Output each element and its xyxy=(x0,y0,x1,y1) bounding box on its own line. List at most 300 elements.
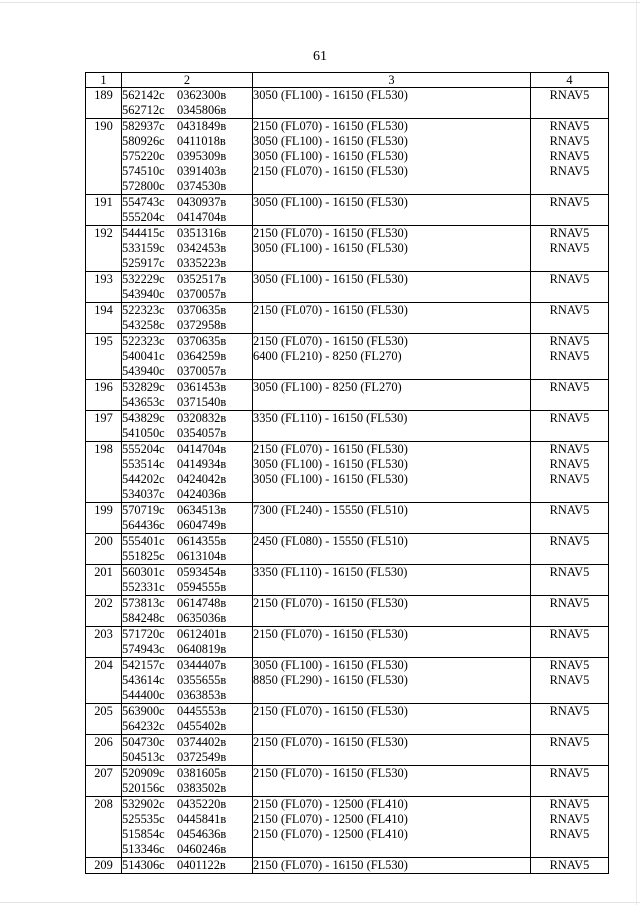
flight-level-range: 2150 (FL070) - 12500 (FL410) xyxy=(253,812,408,826)
nav-spec-cell xyxy=(531,797,609,858)
flight-levels-cell xyxy=(253,858,531,874)
longitude: 0414704в xyxy=(177,210,227,224)
latitude: 584248c xyxy=(122,611,165,625)
route-point xyxy=(122,719,252,734)
table-row xyxy=(86,334,609,380)
longitude: 0424042в xyxy=(177,472,227,486)
flight-level-range: 2150 (FL070) - 16150 (FL530) xyxy=(253,735,408,749)
longitude: 0414934в xyxy=(177,457,227,471)
table-row xyxy=(86,658,609,704)
route-point xyxy=(122,119,252,134)
route-points-cell xyxy=(122,627,253,658)
scan-edge-top xyxy=(0,2,640,3)
longitude: 0370057в xyxy=(177,364,227,378)
table-row xyxy=(86,704,609,735)
flight-levels-cell xyxy=(253,704,531,735)
route-number: 201 xyxy=(86,565,122,596)
flight-level-range: 3350 (FL110) - 16150 (FL530) xyxy=(253,411,408,425)
latitude: 543940c xyxy=(122,287,165,301)
route-number: 195 xyxy=(86,334,122,380)
flight-levels-cell xyxy=(253,380,531,411)
nav-spec: RNAV5 xyxy=(549,164,590,178)
flight-levels-cell xyxy=(253,534,531,565)
latitude: 544202c xyxy=(122,472,165,486)
route-point xyxy=(122,518,252,533)
route-number: 199 xyxy=(86,503,122,534)
route-number: 193 xyxy=(86,272,122,303)
route-point xyxy=(122,688,252,703)
route-point xyxy=(122,472,252,487)
route-number: 189 xyxy=(86,88,122,119)
nav-spec-cell xyxy=(531,858,609,874)
route-point xyxy=(122,534,252,549)
table-row xyxy=(86,858,609,874)
latitude: 555401c xyxy=(122,534,165,548)
header-col-4: 4 xyxy=(531,73,609,88)
latitude: 544415c xyxy=(122,226,165,240)
longitude: 0455402в xyxy=(177,719,227,733)
longitude: 0640819в xyxy=(177,642,227,656)
flight-level-range: 3050 (FL100) - 16150 (FL530) xyxy=(253,272,408,286)
longitude: 0370635в xyxy=(177,303,227,317)
longitude: 0372958в xyxy=(177,318,227,332)
route-point xyxy=(122,611,252,626)
latitude: 554743c xyxy=(122,195,165,209)
latitude: 564232c xyxy=(122,719,165,733)
nav-spec: RNAV5 xyxy=(549,380,590,394)
route-point xyxy=(122,827,252,842)
longitude: 0374402в xyxy=(177,735,227,749)
longitude: 0345806в xyxy=(177,103,227,117)
flight-level-range: 7300 (FL240) - 15550 (FL510) xyxy=(253,503,408,517)
latitude: 525917c xyxy=(122,256,165,270)
longitude: 0361453в xyxy=(177,380,227,394)
longitude: 0395309в xyxy=(177,149,227,163)
flight-level-range: 8850 (FL290) - 16150 (FL530) xyxy=(253,673,408,687)
nav-spec-cell xyxy=(531,503,609,534)
route-point xyxy=(122,766,252,781)
longitude: 0381605в xyxy=(177,766,227,780)
latitude: 580926c xyxy=(122,134,165,148)
flight-levels-cell xyxy=(253,503,531,534)
longitude: 0370635в xyxy=(177,334,227,348)
flight-levels-cell xyxy=(253,565,531,596)
flight-level-range: 2150 (FL070) - 16150 (FL530) xyxy=(253,704,408,718)
longitude: 0320832в xyxy=(177,411,227,425)
scan-edge-bottom xyxy=(0,902,640,903)
route-points-cell xyxy=(122,797,253,858)
flight-level-range: 3050 (FL100) - 16150 (FL530) xyxy=(253,149,408,163)
nav-spec: RNAV5 xyxy=(549,797,590,811)
latitude: 555204c xyxy=(122,442,165,456)
nav-spec-cell xyxy=(531,627,609,658)
route-point xyxy=(122,272,252,287)
table-row xyxy=(86,735,609,766)
route-point xyxy=(122,858,252,873)
latitude: 582937c xyxy=(122,119,165,133)
longitude: 0435220в xyxy=(177,797,227,811)
longitude: 0614748в xyxy=(177,596,227,610)
flight-level-range: 3050 (FL100) - 16150 (FL530) xyxy=(253,195,408,209)
table-row xyxy=(86,226,609,272)
nav-spec: RNAV5 xyxy=(549,457,590,471)
route-point xyxy=(122,704,252,719)
latitude: 525535c xyxy=(122,812,165,826)
longitude: 0604749в xyxy=(177,518,227,532)
nav-spec-cell xyxy=(531,766,609,797)
scan-edge-right xyxy=(636,0,637,905)
nav-spec: RNAV5 xyxy=(549,149,590,163)
flight-level-range: 3050 (FL100) - 16150 (FL530) xyxy=(253,457,408,471)
nav-spec: RNAV5 xyxy=(549,272,590,286)
latitude: 533159c xyxy=(122,241,165,255)
flight-level-range: 2150 (FL070) - 12500 (FL410) xyxy=(253,827,408,841)
latitude: 504513c xyxy=(122,750,165,764)
route-points-cell xyxy=(122,119,253,195)
flight-levels-cell xyxy=(253,226,531,272)
longitude: 0391403в xyxy=(177,164,227,178)
nav-spec: RNAV5 xyxy=(549,241,590,255)
longitude: 0352517в xyxy=(177,272,227,286)
route-point xyxy=(122,134,252,149)
route-points-cell xyxy=(122,442,253,503)
route-point xyxy=(122,179,252,194)
route-number: 190 xyxy=(86,119,122,195)
route-number: 191 xyxy=(86,195,122,226)
flight-level-range: 2150 (FL070) - 16150 (FL530) xyxy=(253,627,408,641)
longitude: 0363853в xyxy=(177,688,227,702)
nav-spec: RNAV5 xyxy=(549,627,590,641)
route-points-cell xyxy=(122,534,253,565)
latitude: 542157c xyxy=(122,658,165,672)
route-points-cell xyxy=(122,88,253,119)
flight-level-range: 3050 (FL100) - 16150 (FL530) xyxy=(253,88,408,102)
longitude: 0414704в xyxy=(177,442,227,456)
route-point xyxy=(122,503,252,518)
nav-spec-cell xyxy=(531,565,609,596)
table-row xyxy=(86,797,609,858)
route-points-cell xyxy=(122,858,253,874)
nav-spec-cell xyxy=(531,119,609,195)
nav-spec-cell xyxy=(531,411,609,442)
latitude: 563900c xyxy=(122,704,165,718)
route-points-cell xyxy=(122,226,253,272)
longitude: 0424036в xyxy=(177,487,227,501)
nav-spec: RNAV5 xyxy=(549,766,590,780)
longitude: 0401122в xyxy=(177,858,226,872)
flight-level-range: 3050 (FL100) - 16150 (FL530) xyxy=(253,134,408,148)
nav-spec-cell xyxy=(531,735,609,766)
latitude: 522323c xyxy=(122,303,165,317)
latitude: 543653c xyxy=(122,395,165,409)
route-point xyxy=(122,842,252,857)
route-point xyxy=(122,442,252,457)
latitude: 520909c xyxy=(122,766,165,780)
latitude: 573813c xyxy=(122,596,165,610)
route-number: 198 xyxy=(86,442,122,503)
route-points-cell xyxy=(122,735,253,766)
route-number: 208 xyxy=(86,797,122,858)
flight-level-range: 2150 (FL070) - 16150 (FL530) xyxy=(253,596,408,610)
route-point xyxy=(122,673,252,688)
latitude: 560301c xyxy=(122,565,165,579)
nav-spec: RNAV5 xyxy=(549,858,590,872)
flight-level-range: 2150 (FL070) - 16150 (FL530) xyxy=(253,303,408,317)
route-point xyxy=(122,210,252,225)
route-number: 206 xyxy=(86,735,122,766)
nav-spec: RNAV5 xyxy=(549,442,590,456)
route-point xyxy=(122,103,252,118)
route-point xyxy=(122,797,252,812)
latitude: 551825c xyxy=(122,549,165,563)
route-points-cell xyxy=(122,565,253,596)
route-point xyxy=(122,426,252,441)
nav-spec: RNAV5 xyxy=(549,334,590,348)
longitude: 0613104в xyxy=(177,549,227,563)
table-row xyxy=(86,380,609,411)
longitude: 0364259в xyxy=(177,349,227,363)
longitude: 0594555в xyxy=(177,580,227,594)
latitude: 513346c xyxy=(122,842,165,856)
latitude: 553514c xyxy=(122,457,165,471)
latitude: 532902c xyxy=(122,797,165,811)
nav-spec-cell xyxy=(531,303,609,334)
flight-level-range: 2150 (FL070) - 16150 (FL530) xyxy=(253,226,408,240)
flight-levels-cell xyxy=(253,411,531,442)
nav-spec: RNAV5 xyxy=(549,119,590,133)
nav-spec-cell xyxy=(531,658,609,704)
flight-level-range: 2450 (FL080) - 15550 (FL510) xyxy=(253,534,408,548)
route-point xyxy=(122,580,252,595)
flight-levels-cell xyxy=(253,627,531,658)
route-point xyxy=(122,364,252,379)
route-number: 209 xyxy=(86,858,122,874)
longitude: 0635036в xyxy=(177,611,227,625)
latitude: 555204c xyxy=(122,210,165,224)
flight-levels-cell xyxy=(253,766,531,797)
latitude: 532829c xyxy=(122,380,165,394)
nav-spec-cell xyxy=(531,596,609,627)
route-point xyxy=(122,349,252,364)
route-point xyxy=(122,318,252,333)
route-number: 207 xyxy=(86,766,122,797)
latitude: 522323c xyxy=(122,334,165,348)
longitude: 0383502в xyxy=(177,781,227,795)
latitude: 570719c xyxy=(122,503,165,517)
nav-spec: RNAV5 xyxy=(549,472,590,486)
flight-levels-cell xyxy=(253,797,531,858)
route-point xyxy=(122,596,252,611)
longitude: 0445553в xyxy=(177,704,227,718)
latitude: 541050c xyxy=(122,426,165,440)
longitude: 0454636в xyxy=(177,827,227,841)
flight-levels-cell xyxy=(253,442,531,503)
nav-spec: RNAV5 xyxy=(549,349,590,363)
longitude: 0612401в xyxy=(177,627,227,641)
route-point xyxy=(122,487,252,502)
nav-spec-cell xyxy=(531,334,609,380)
nav-spec: RNAV5 xyxy=(549,503,590,517)
longitude: 0342453в xyxy=(177,241,227,255)
longitude: 0445841в xyxy=(177,812,227,826)
table-row xyxy=(86,503,609,534)
flight-levels-cell xyxy=(253,88,531,119)
flight-level-range: 2150 (FL070) - 16150 (FL530) xyxy=(253,164,408,178)
header-col-2: 2 xyxy=(122,73,253,88)
flight-level-range: 6400 (FL210) - 8250 (FL270) xyxy=(253,349,402,363)
flight-level-range: 2150 (FL070) - 16150 (FL530) xyxy=(253,766,408,780)
longitude: 0593454в xyxy=(177,565,227,579)
route-point xyxy=(122,549,252,564)
route-point xyxy=(122,287,252,302)
route-number: 203 xyxy=(86,627,122,658)
latitude: 562142c xyxy=(122,88,165,102)
latitude: 543258c xyxy=(122,318,165,332)
flight-levels-cell xyxy=(253,195,531,226)
table-row xyxy=(86,442,609,503)
flight-level-range: 2150 (FL070) - 16150 (FL530) xyxy=(253,442,408,456)
latitude: 532229c xyxy=(122,272,165,286)
latitude: 574943c xyxy=(122,642,165,656)
route-points-cell xyxy=(122,272,253,303)
latitude: 571720c xyxy=(122,627,165,641)
flight-levels-cell xyxy=(253,658,531,704)
routes-table xyxy=(85,72,609,874)
longitude: 0371540в xyxy=(177,395,227,409)
nav-spec: RNAV5 xyxy=(549,658,590,672)
flight-level-range: 2150 (FL070) - 16150 (FL530) xyxy=(253,334,408,348)
nav-spec: RNAV5 xyxy=(549,134,590,148)
route-number: 204 xyxy=(86,658,122,704)
nav-spec-cell xyxy=(531,88,609,119)
route-point xyxy=(122,88,252,103)
latitude: 543614c xyxy=(122,673,165,687)
nav-spec: RNAV5 xyxy=(549,565,590,579)
nav-spec: RNAV5 xyxy=(549,195,590,209)
route-points-cell xyxy=(122,658,253,704)
latitude: 574510c xyxy=(122,164,165,178)
nav-spec-cell xyxy=(531,534,609,565)
flight-levels-cell xyxy=(253,303,531,334)
flight-level-range: 3050 (FL100) - 16150 (FL530) xyxy=(253,658,408,672)
header-col-3: 3 xyxy=(253,73,531,88)
route-number: 197 xyxy=(86,411,122,442)
route-point xyxy=(122,241,252,256)
table-row xyxy=(86,303,609,334)
longitude: 0362300в xyxy=(177,88,227,102)
route-number: 194 xyxy=(86,303,122,334)
longitude: 0411018в xyxy=(177,134,226,148)
table-row xyxy=(86,596,609,627)
table-row xyxy=(86,119,609,195)
routes-table-body xyxy=(86,88,609,874)
table-row xyxy=(86,627,609,658)
route-point xyxy=(122,565,252,580)
longitude: 0614355в xyxy=(177,534,227,548)
route-point xyxy=(122,164,252,179)
table-row xyxy=(86,565,609,596)
latitude: 575220c xyxy=(122,149,165,163)
route-points-cell xyxy=(122,766,253,797)
latitude: 540041c xyxy=(122,349,165,363)
nav-spec-cell xyxy=(531,380,609,411)
table-row xyxy=(86,411,609,442)
latitude: 515854c xyxy=(122,827,165,841)
flight-level-range: 2150 (FL070) - 12500 (FL410) xyxy=(253,797,408,811)
latitude: 514306c xyxy=(122,858,165,872)
route-point xyxy=(122,395,252,410)
flight-level-range: 2150 (FL070) - 16150 (FL530) xyxy=(253,858,408,872)
route-points-cell xyxy=(122,704,253,735)
flight-levels-cell xyxy=(253,735,531,766)
longitude: 0430937в xyxy=(177,195,227,209)
longitude: 0344407в xyxy=(177,658,227,672)
latitude: 572800c xyxy=(122,179,165,193)
latitude: 544400c xyxy=(122,688,165,702)
route-point xyxy=(122,781,252,796)
table-row xyxy=(86,272,609,303)
flight-level-range: 3050 (FL100) - 16150 (FL530) xyxy=(253,241,408,255)
nav-spec: RNAV5 xyxy=(549,226,590,240)
nav-spec: RNAV5 xyxy=(549,596,590,610)
route-points-cell xyxy=(122,503,253,534)
table-row xyxy=(86,766,609,797)
nav-spec: RNAV5 xyxy=(549,534,590,548)
flight-levels-cell xyxy=(253,596,531,627)
route-point xyxy=(122,735,252,750)
latitude: 564436c xyxy=(122,518,165,532)
route-number: 196 xyxy=(86,380,122,411)
longitude: 0355655в xyxy=(177,673,227,687)
route-point xyxy=(122,226,252,241)
latitude: 534037c xyxy=(122,487,165,501)
route-points-cell xyxy=(122,596,253,627)
nav-spec-cell xyxy=(531,704,609,735)
flight-level-range: 3050 (FL100) - 16150 (FL530) xyxy=(253,472,408,486)
flight-levels-cell xyxy=(253,334,531,380)
latitude: 543940c xyxy=(122,364,165,378)
nav-spec: RNAV5 xyxy=(549,735,590,749)
route-point xyxy=(122,642,252,657)
route-points-cell xyxy=(122,380,253,411)
route-point xyxy=(122,658,252,673)
nav-spec-cell xyxy=(531,442,609,503)
table-row xyxy=(86,88,609,119)
flight-levels-cell xyxy=(253,119,531,195)
table-row xyxy=(86,195,609,226)
nav-spec: RNAV5 xyxy=(549,303,590,317)
route-point xyxy=(122,380,252,395)
longitude: 0354057в xyxy=(177,426,227,440)
route-points-cell xyxy=(122,334,253,380)
nav-spec: RNAV5 xyxy=(549,88,590,102)
nav-spec: RNAV5 xyxy=(549,673,590,687)
route-point xyxy=(122,195,252,210)
route-point xyxy=(122,457,252,472)
latitude: 543829c xyxy=(122,411,165,425)
longitude: 0634513в xyxy=(177,503,227,517)
latitude: 504730c xyxy=(122,735,165,749)
latitude: 562712c xyxy=(122,103,165,117)
latitude: 520156c xyxy=(122,781,165,795)
nav-spec: RNAV5 xyxy=(549,827,590,841)
longitude: 0372549в xyxy=(177,750,227,764)
flight-level-range: 3350 (FL110) - 16150 (FL530) xyxy=(253,565,408,579)
nav-spec: RNAV5 xyxy=(549,812,590,826)
flight-level-range: 2150 (FL070) - 16150 (FL530) xyxy=(253,119,408,133)
longitude: 0431849в xyxy=(177,119,227,133)
table-row xyxy=(86,534,609,565)
